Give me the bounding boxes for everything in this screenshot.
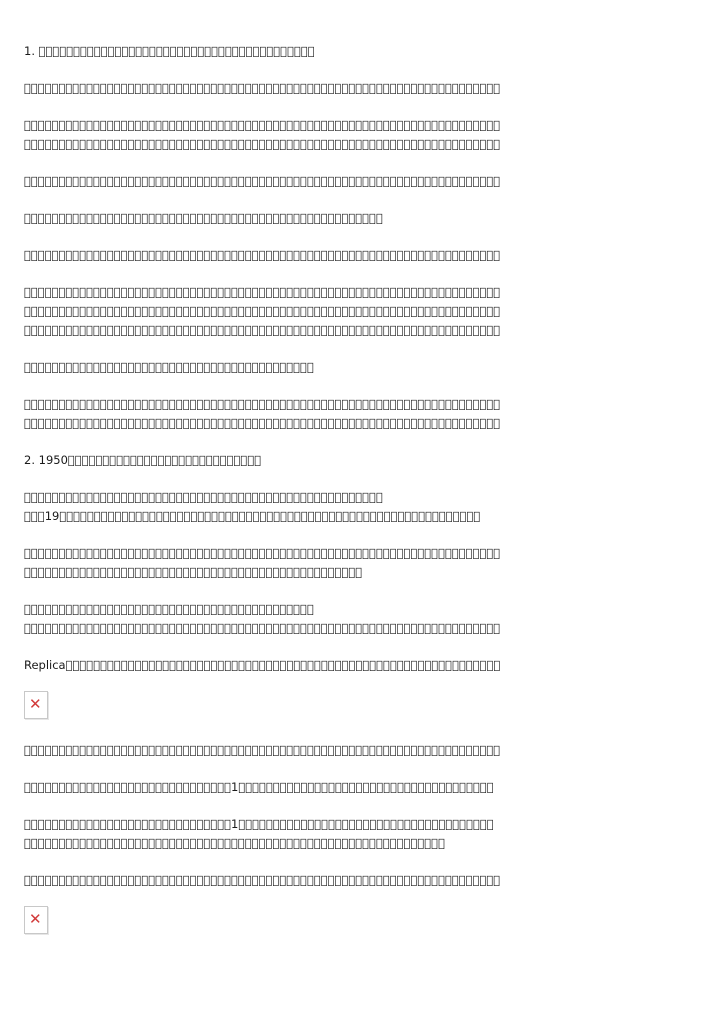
paragraph: 􏿾􏿾􏿾􏿾􏿾􏿾􏿾􏿾􏿾􏿾􏿾􏿾􏿾􏿾􏿾􏿾􏿾􏿾􏿾􏿾􏿾􏿾􏿾􏿾􏿾􏿾􏿾􏿾􏿾􏿾􏿾􏿾􏿾􏿾􏿾􏿾􏿾􏿾􏿾􏿾􏿾􏿾􏿾􏿾􏿾􏿾􏿾􏿾􏿾􏿾􏿾􏿾􏿾􏿾􏿾􏿾􏿾􏿾􏿾􏿾􏿾􏿾􏿾􏿾􏿾􏿾􏿾􏿾􏿾 xyxy=(24,621,501,635)
broken-image-icon xyxy=(24,906,48,934)
paragraph: 􏿾􏿾􏿾􏿾􏿾􏿾􏿾􏿾􏿾􏿾􏿾􏿾􏿾􏿾􏿾􏿾􏿾􏿾􏿾􏿾􏿾􏿾􏿾􏿾􏿾􏿾􏿾􏿾􏿾􏿾􏿾􏿾􏿾􏿾􏿾􏿾􏿾􏿾􏿾􏿾􏿾􏿾􏿾􏿾􏿾􏿾􏿾􏿾􏿾􏿾􏿾􏿾􏿾􏿾􏿾􏿾􏿾􏿾􏿾􏿾􏿾􏿾􏿾􏿾􏿾􏿾􏿾􏿾􏿾 xyxy=(24,81,501,95)
paragraph: 􏿾􏿾􏿾􏿾􏿾􏿾􏿾􏿾􏿾􏿾􏿾􏿾􏿾􏿾􏿾􏿾􏿾􏿾􏿾􏿾􏿾􏿾􏿾􏿾􏿾􏿾􏿾􏿾􏿾􏿾􏿾􏿾􏿾􏿾􏿾􏿾􏿾􏿾􏿾􏿾􏿾􏿾􏿾􏿾􏿾􏿾􏿾􏿾􏿾􏿾􏿾􏿾􏿾􏿾􏿾􏿾􏿾􏿾􏿾􏿾􏿾􏿾􏿾􏿾􏿾􏿾􏿾􏿾􏿾 xyxy=(24,304,501,318)
paragraph: 􏿾􏿾􏿾􏿾􏿾􏿾􏿾􏿾􏿾􏿾􏿾􏿾􏿾􏿾􏿾􏿾􏿾􏿾􏿾􏿾􏿾􏿾􏿾􏿾􏿾􏿾􏿾􏿾􏿾􏿾􏿾􏿾􏿾􏿾􏿾􏿾􏿾􏿾􏿾􏿾􏿾􏿾􏿾􏿾􏿾􏿾􏿾􏿾􏿾􏿾􏿾􏿾􏿾􏿾􏿾􏿾􏿾􏿾􏿾􏿾􏿾􏿾􏿾􏿾􏿾􏿾􏿾􏿾􏿾 xyxy=(24,118,501,132)
paragraph: 􏿾􏿾􏿾􏿾􏿾􏿾􏿾􏿾􏿾􏿾􏿾􏿾􏿾􏿾􏿾􏿾􏿾􏿾􏿾􏿾􏿾􏿾􏿾􏿾􏿾􏿾􏿾􏿾􏿾􏿾􏿾􏿾􏿾􏿾􏿾􏿾􏿾􏿾􏿾􏿾􏿾􏿾􏿾􏿾􏿾􏿾􏿾􏿾􏿾􏿾􏿾􏿾􏿾􏿾􏿾􏿾􏿾􏿾􏿾􏿾􏿾􏿾􏿾􏿾􏿾􏿾􏿾􏿾􏿾 xyxy=(24,873,501,887)
paragraph: 􏿾􏿾􏿾􏿾􏿾􏿾􏿾􏿾􏿾􏿾􏿾􏿾􏿾􏿾􏿾􏿾􏿾􏿾􏿾􏿾􏿾􏿾􏿾􏿾􏿾􏿾􏿾􏿾􏿾􏿾􏿾􏿾􏿾􏿾􏿾􏿾􏿾􏿾􏿾􏿾􏿾􏿾􏿾􏿾􏿾􏿾􏿾􏿾􏿾 xyxy=(24,565,363,579)
paragraph: 􏿾􏿾􏿾􏿾􏿾􏿾􏿾􏿾􏿾􏿾􏿾􏿾􏿾􏿾􏿾􏿾􏿾􏿾􏿾􏿾􏿾􏿾􏿾􏿾􏿾􏿾􏿾􏿾􏿾􏿾􏿾􏿾􏿾􏿾􏿾􏿾􏿾􏿾􏿾􏿾􏿾􏿾􏿾􏿾􏿾􏿾􏿾􏿾􏿾􏿾􏿾􏿾􏿾􏿾􏿾􏿾􏿾􏿾􏿾􏿾􏿾􏿾􏿾􏿾􏿾􏿾􏿾􏿾􏿾 xyxy=(24,174,501,188)
paragraph: 􏿾􏿾􏿾􏿾􏿾􏿾􏿾􏿾􏿾􏿾􏿾􏿾􏿾􏿾􏿾􏿾􏿾􏿾􏿾􏿾􏿾􏿾􏿾􏿾􏿾􏿾􏿾􏿾􏿾􏿾􏿾􏿾􏿾􏿾􏿾􏿾􏿾􏿾􏿾􏿾􏿾􏿾􏿾􏿾􏿾􏿾􏿾􏿾􏿾􏿾􏿾􏿾􏿾􏿾􏿾􏿾􏿾􏿾􏿾􏿾􏿾􏿾􏿾􏿾􏿾􏿾􏿾􏿾􏿾 xyxy=(24,546,501,560)
paragraph: 􏿾􏿾􏿾􏿾􏿾􏿾􏿾􏿾􏿾􏿾􏿾􏿾􏿾􏿾􏿾􏿾􏿾􏿾􏿾􏿾􏿾􏿾􏿾􏿾􏿾􏿾􏿾􏿾􏿾􏿾􏿾􏿾􏿾􏿾􏿾􏿾􏿾􏿾􏿾􏿾􏿾􏿾􏿾􏿾􏿾􏿾􏿾􏿾􏿾􏿾􏿾􏿾􏿾􏿾􏿾􏿾􏿾􏿾􏿾􏿾􏿾􏿾􏿾􏿾􏿾􏿾􏿾􏿾􏿾 xyxy=(24,397,501,411)
paragraph: 􏿾􏿾􏿾􏿾􏿾􏿾􏿾􏿾􏿾􏿾􏿾􏿾􏿾􏿾􏿾􏿾􏿾􏿾􏿾􏿾􏿾􏿾􏿾􏿾􏿾􏿾􏿾􏿾􏿾􏿾􏿾􏿾􏿾􏿾􏿾􏿾􏿾􏿾􏿾􏿾􏿾􏿾 xyxy=(24,602,314,616)
broken-image-x-icon: ✕ xyxy=(29,910,42,928)
paragraph: 􏿾􏿾􏿾􏿾􏿾􏿾􏿾􏿾􏿾􏿾􏿾􏿾􏿾􏿾􏿾􏿾􏿾􏿾􏿾􏿾􏿾􏿾􏿾􏿾􏿾􏿾􏿾􏿾􏿾􏿾􏿾􏿾􏿾􏿾􏿾􏿾􏿾􏿾􏿾􏿾􏿾􏿾􏿾􏿾􏿾􏿾􏿾􏿾􏿾􏿾􏿾􏿾􏿾􏿾􏿾􏿾􏿾􏿾􏿾􏿾􏿾􏿾􏿾􏿾􏿾􏿾􏿾􏿾􏿾 xyxy=(24,137,501,151)
paragraph: 􏿾􏿾􏿾􏿾􏿾􏿾􏿾􏿾􏿾􏿾􏿾􏿾􏿾􏿾􏿾􏿾􏿾􏿾􏿾􏿾􏿾􏿾􏿾􏿾􏿾􏿾􏿾􏿾􏿾􏿾􏿾􏿾􏿾􏿾􏿾􏿾􏿾􏿾􏿾􏿾􏿾􏿾􏿾􏿾􏿾􏿾􏿾􏿾􏿾􏿾􏿾􏿾􏿾􏿾􏿾􏿾􏿾􏿾􏿾􏿾􏿾􏿾􏿾􏿾􏿾􏿾􏿾􏿾􏿾 xyxy=(24,285,501,299)
paragraph: 􏿾􏿾􏿾􏿾􏿾􏿾􏿾􏿾􏿾􏿾􏿾􏿾􏿾􏿾􏿾􏿾􏿾􏿾􏿾􏿾􏿾􏿾􏿾􏿾􏿾􏿾􏿾􏿾􏿾􏿾􏿾􏿾􏿾􏿾􏿾􏿾􏿾􏿾􏿾􏿾􏿾􏿾􏿾􏿾􏿾􏿾􏿾􏿾􏿾􏿾􏿾􏿾􏿾􏿾􏿾􏿾􏿾􏿾􏿾􏿾􏿾􏿾􏿾􏿾􏿾􏿾􏿾􏿾􏿾 xyxy=(24,248,501,262)
paragraph: 􏿾􏿾􏿾􏿾􏿾􏿾􏿾􏿾􏿾􏿾􏿾􏿾􏿾􏿾􏿾􏿾􏿾􏿾􏿾􏿾􏿾􏿾􏿾􏿾􏿾􏿾􏿾􏿾􏿾􏿾􏿾􏿾􏿾􏿾􏿾􏿾􏿾􏿾􏿾􏿾􏿾􏿾 xyxy=(24,360,314,374)
paragraph: 􏿾􏿾􏿾􏿾􏿾􏿾􏿾􏿾􏿾􏿾􏿾􏿾􏿾􏿾􏿾􏿾􏿾􏿾􏿾􏿾􏿾􏿾􏿾􏿾􏿾􏿾􏿾􏿾􏿾􏿾􏿾􏿾􏿾􏿾􏿾􏿾􏿾􏿾􏿾􏿾􏿾􏿾􏿾􏿾􏿾􏿾􏿾􏿾􏿾􏿾􏿾􏿾􏿾􏿾􏿾􏿾􏿾􏿾􏿾􏿾􏿾􏿾􏿾􏿾􏿾􏿾􏿾􏿾􏿾 xyxy=(24,416,501,430)
paragraph: 􏿾􏿾􏿾􏿾􏿾􏿾􏿾􏿾􏿾􏿾􏿾􏿾􏿾􏿾􏿾􏿾􏿾􏿾􏿾􏿾􏿾􏿾􏿾􏿾􏿾􏿾􏿾􏿾􏿾􏿾􏿾􏿾􏿾􏿾􏿾􏿾􏿾􏿾􏿾􏿾􏿾􏿾􏿾􏿾􏿾􏿾􏿾􏿾􏿾􏿾􏿾􏿾 xyxy=(24,211,383,225)
paragraph: 􏿾􏿾􏿾􏿾􏿾􏿾􏿾􏿾􏿾􏿾􏿾􏿾􏿾􏿾􏿾􏿾􏿾􏿾􏿾􏿾􏿾􏿾􏿾􏿾􏿾􏿾􏿾􏿾􏿾􏿾􏿾􏿾􏿾􏿾􏿾􏿾􏿾􏿾􏿾􏿾􏿾􏿾􏿾􏿾􏿾􏿾􏿾􏿾􏿾􏿾􏿾􏿾􏿾􏿾􏿾􏿾􏿾􏿾􏿾􏿾􏿾􏿾􏿾􏿾􏿾􏿾􏿾􏿾􏿾 xyxy=(24,323,501,337)
section-heading-2: 2. 1950􏿾􏿾􏿾􏿾􏿾􏿾􏿾􏿾􏿾􏿾􏿾􏿾􏿾􏿾􏿾􏿾􏿾􏿾􏿾􏿾􏿾􏿾􏿾􏿾􏿾􏿾􏿾􏿾 xyxy=(24,453,262,467)
section-heading-1: 1. 􏿾􏿾􏿾􏿾􏿾􏿾􏿾􏿾􏿾􏿾􏿾􏿾􏿾􏿾􏿾􏿾􏿾􏿾􏿾􏿾􏿾􏿾􏿾􏿾􏿾􏿾􏿾􏿾􏿾􏿾􏿾􏿾􏿾􏿾􏿾􏿾􏿾􏿾􏿾􏿾 xyxy=(24,44,315,58)
paragraph: 􏿾􏿾􏿾􏿾􏿾􏿾􏿾􏿾􏿾􏿾􏿾􏿾􏿾􏿾􏿾􏿾􏿾􏿾􏿾􏿾􏿾􏿾􏿾􏿾􏿾􏿾􏿾􏿾􏿾􏿾􏿾􏿾􏿾􏿾􏿾􏿾􏿾􏿾􏿾􏿾􏿾􏿾􏿾􏿾􏿾􏿾􏿾􏿾􏿾􏿾􏿾􏿾 xyxy=(24,490,383,504)
paragraph: 􏿾􏿾􏿾􏿾􏿾􏿾􏿾􏿾􏿾􏿾􏿾􏿾􏿾􏿾􏿾􏿾􏿾􏿾􏿾􏿾􏿾􏿾􏿾􏿾􏿾􏿾􏿾􏿾􏿾􏿾1􏿾􏿾􏿾􏿾􏿾􏿾􏿾􏿾􏿾􏿾􏿾􏿾􏿾􏿾􏿾􏿾􏿾􏿾􏿾􏿾􏿾􏿾􏿾􏿾􏿾􏿾􏿾􏿾􏿾􏿾􏿾􏿾􏿾􏿾􏿾􏿾􏿾 xyxy=(24,817,494,831)
paragraph: 􏿾􏿾􏿾􏿾􏿾􏿾􏿾􏿾􏿾􏿾􏿾􏿾􏿾􏿾􏿾􏿾􏿾􏿾􏿾􏿾􏿾􏿾􏿾􏿾􏿾􏿾􏿾􏿾􏿾􏿾􏿾􏿾􏿾􏿾􏿾􏿾􏿾􏿾􏿾􏿾􏿾􏿾􏿾􏿾􏿾􏿾􏿾􏿾􏿾􏿾􏿾􏿾􏿾􏿾􏿾􏿾􏿾􏿾􏿾􏿾􏿾 xyxy=(24,836,445,850)
paragraph: Replica􏿾􏿾􏿾􏿾􏿾􏿾􏿾􏿾􏿾􏿾􏿾􏿾􏿾􏿾􏿾􏿾􏿾􏿾􏿾􏿾􏿾􏿾􏿾􏿾􏿾􏿾􏿾􏿾􏿾􏿾􏿾􏿾􏿾􏿾􏿾􏿾􏿾􏿾􏿾􏿾􏿾􏿾􏿾􏿾􏿾􏿾􏿾􏿾􏿾􏿾􏿾􏿾􏿾􏿾􏿾􏿾􏿾􏿾􏿾􏿾􏿾􏿾􏿾 xyxy=(24,658,501,672)
broken-image-icon xyxy=(24,691,48,719)
paragraph: 􏿾􏿾􏿾􏿾􏿾􏿾􏿾􏿾􏿾􏿾􏿾􏿾􏿾􏿾􏿾􏿾􏿾􏿾􏿾􏿾􏿾􏿾􏿾􏿾􏿾􏿾􏿾􏿾􏿾􏿾􏿾􏿾􏿾􏿾􏿾􏿾􏿾􏿾􏿾􏿾􏿾􏿾􏿾􏿾􏿾􏿾􏿾􏿾􏿾􏿾􏿾􏿾􏿾􏿾􏿾􏿾􏿾􏿾􏿾􏿾􏿾􏿾􏿾􏿾􏿾􏿾􏿾􏿾􏿾 xyxy=(24,743,501,757)
paragraph: 􏿾􏿾􏿾19􏿾􏿾􏿾􏿾􏿾􏿾􏿾􏿾􏿾􏿾􏿾􏿾􏿾􏿾􏿾􏿾􏿾􏿾􏿾􏿾􏿾􏿾􏿾􏿾􏿾􏿾􏿾􏿾􏿾􏿾􏿾􏿾􏿾􏿾􏿾􏿾􏿾􏿾􏿾􏿾􏿾􏿾􏿾􏿾􏿾􏿾􏿾􏿾􏿾􏿾􏿾􏿾􏿾􏿾􏿾􏿾􏿾􏿾􏿾􏿾􏿾 xyxy=(24,509,481,523)
paragraph: 􏿾􏿾􏿾􏿾􏿾􏿾􏿾􏿾􏿾􏿾􏿾􏿾􏿾􏿾􏿾􏿾􏿾􏿾􏿾􏿾􏿾􏿾􏿾􏿾􏿾􏿾􏿾􏿾􏿾􏿾1􏿾􏿾􏿾􏿾􏿾􏿾􏿾􏿾􏿾􏿾􏿾􏿾􏿾􏿾􏿾􏿾􏿾􏿾􏿾􏿾􏿾􏿾􏿾􏿾􏿾􏿾􏿾􏿾􏿾􏿾􏿾􏿾􏿾􏿾􏿾􏿾􏿾 xyxy=(24,780,494,794)
broken-image-x-icon: ✕ xyxy=(29,695,42,713)
